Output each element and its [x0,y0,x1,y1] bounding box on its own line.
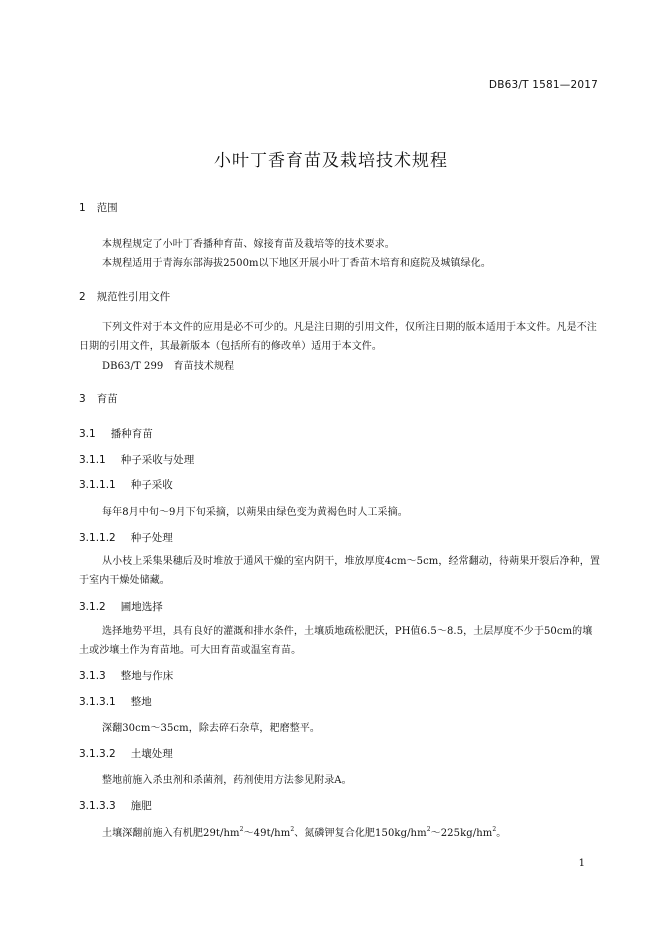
section-title: 规范性引用文件 [96,291,171,303]
subsection-heading [79,426,153,441]
normative-reference: DB63/T 299 育苗技术规程 [102,361,235,372]
subsection-heading [79,746,173,761]
paragraph: 深翻30cm～35cm，除去碎石杂草，耙磨整平。 [102,723,321,734]
paragraph: 下列文件对于本文件的应用是必不可少的。凡是注日期的引用文件，仅所注日期的版本适用于本文件。凡是不注日期的引用文件，其最新版本（包括所有的修改单）适用于本文件。 [79,322,597,352]
section-3-heading [79,391,118,406]
section-title: 种子处理 [130,532,173,544]
section-number: 1 [79,202,86,214]
superscript: 2 [290,826,295,833]
section-1-heading [79,200,118,215]
subsection-heading [79,668,173,683]
section-2-heading [79,289,170,304]
section-title: 种子采收 [130,479,173,491]
section-title: 范围 [96,202,118,214]
section-number: 3.1.1.1 [79,479,116,491]
superscript: 2 [426,826,431,833]
section-number: 3 [79,393,86,405]
subsection-heading [79,694,152,709]
section-number: 3.1.1.2 [79,532,116,544]
paragraph-fertilizer [102,824,506,839]
paragraph: 每年8月中旬～9月下旬采摘，以蒴果由绿色变为黄褐色时人工采摘。 [102,507,408,518]
section-title: 圃地选择 [120,601,163,613]
superscript: 2 [492,826,497,833]
section-title: 种子采收与处理 [120,454,195,466]
section-number: 3.1.3.1 [79,696,116,708]
text-run: 。 [496,828,507,839]
section-number: 3.1.1 [79,454,106,466]
section-title: 土壤处理 [130,748,173,760]
section-title: 播种育苗 [110,428,153,440]
section-number: 3.1.3 [79,670,106,682]
section-number: 3.1 [79,428,96,440]
text-run: 土壤深翻前施入有机肥29t/hm [102,828,240,839]
text-run: ～225kg/hm [430,828,493,839]
subsection-heading [79,530,173,545]
standard-number: DB63/T 1581—2017 [488,79,598,91]
paragraph: 本规程适用于青海东部海拔2500m以下地区开展小叶丁香苗木培育和庭院及城镇绿化。 [102,258,491,269]
section-number: 3.1.3.2 [79,748,116,760]
paragraph: 整地前施入杀虫剂和杀菌剂，药剂使用方法参见附录A。 [102,775,352,786]
section-title: 整地 [130,696,152,708]
page-number: 1 [578,858,585,869]
subsection-heading [79,477,173,492]
section-title: 整地与作床 [120,670,174,682]
section-title: 施肥 [130,800,152,812]
section-number: 3.1.3.3 [79,800,116,812]
paragraph: 选择地势平坦，具有良好的灌溉和排水条件，土壤质地疏松肥沃，PH值6.5～8.5，土层厚度不少于50cm的壤土或沙壤土作为育苗地。可大田育苗或温室育苗。 [79,626,593,656]
text-run: 、氮磷钾复合化肥150kg/hm [294,828,427,839]
document-title: 小叶丁香育苗及栽培技术规程 [214,151,448,171]
subsection-heading [79,452,194,467]
text-run: ～49t/hm [243,828,291,839]
superscript: 2 [239,826,244,833]
paragraph: 本规程规定了小叶丁香播种育苗、嫁接育苗及栽培等的技术要求。 [102,239,395,250]
subsection-heading [79,599,163,614]
paragraph: 从小枝上采集果穗后及时堆放于通风干燥的室内阴干，堆放厚度4cm～5cm，经常翻动，待蒴果开裂后净种，置于室内干燥处储藏。 [79,556,600,586]
section-title: 育苗 [96,393,118,405]
subsection-heading [79,798,152,813]
section-number: 3.1.2 [79,601,106,613]
section-number: 2 [79,291,86,303]
